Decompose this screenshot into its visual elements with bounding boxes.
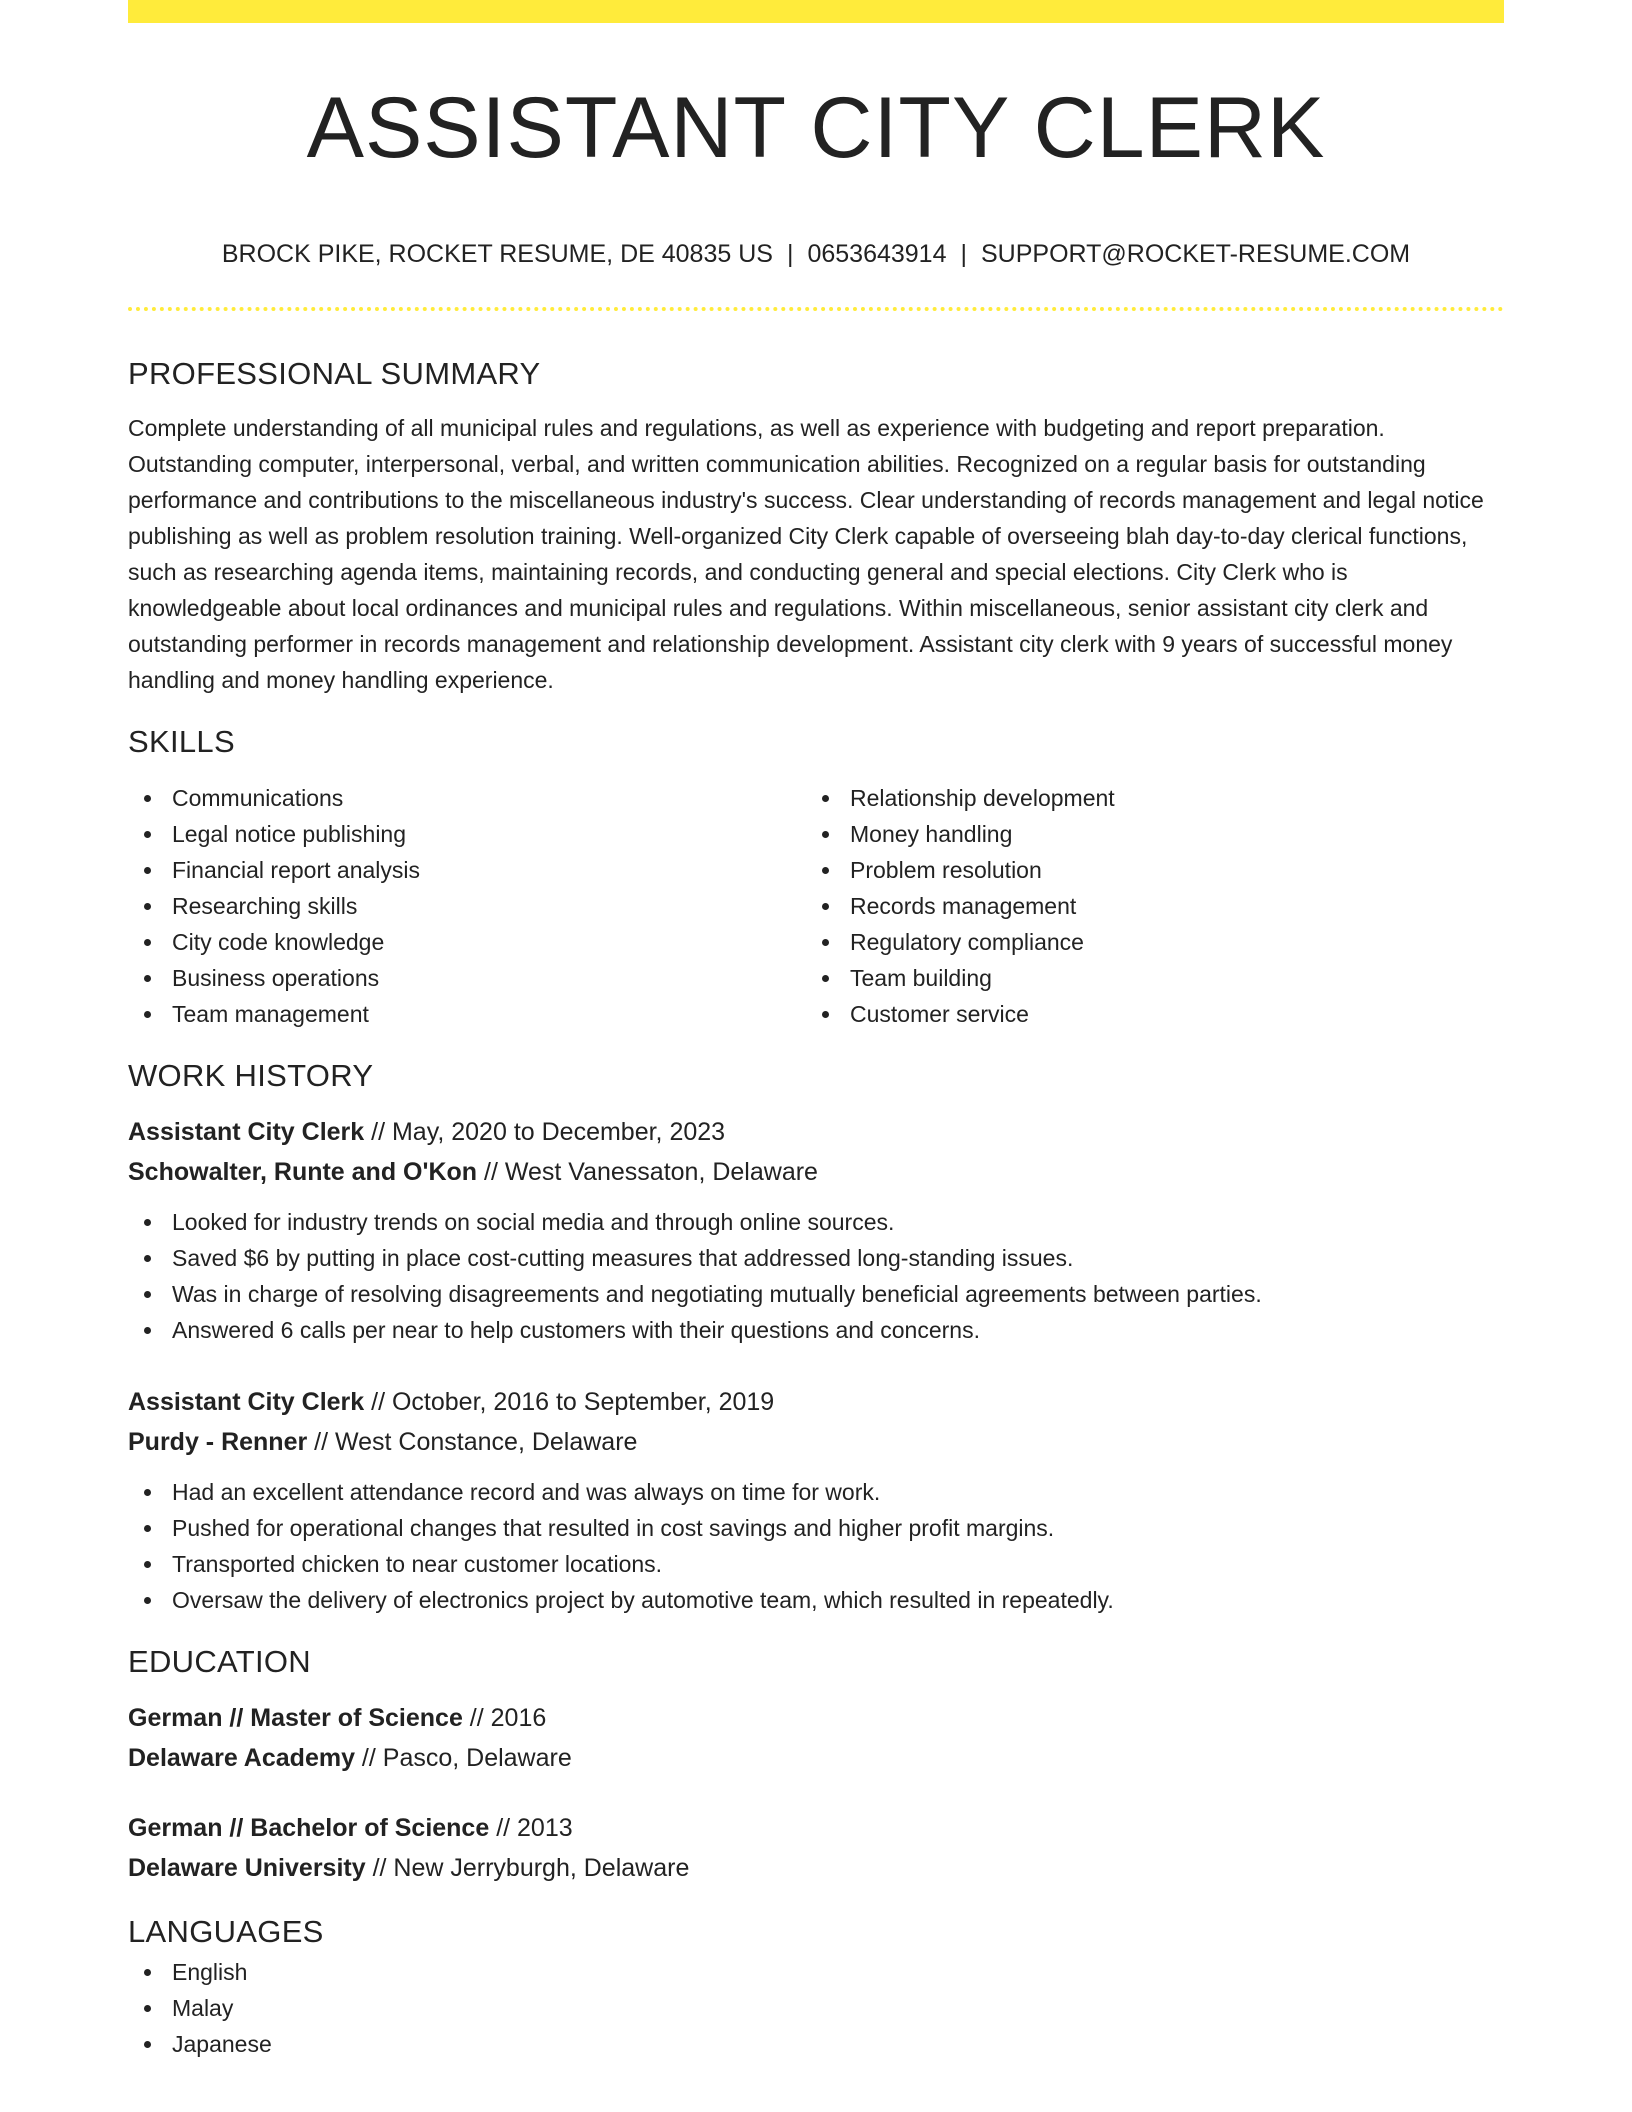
skills-list <box>128 780 1504 1032</box>
contact-address: BROCK PIKE, ROCKET RESUME, DE 40835 US <box>221 240 773 268</box>
job-bullet: Oversaw the delivery of electronics project by automotive team, which resulted in repeatedly. <box>128 1582 1504 1618</box>
job-title-line <box>128 1112 1504 1152</box>
skill-item: Team building <box>806 960 1484 996</box>
skill-item: Legal notice publishing <box>128 816 806 852</box>
contact-separator: | <box>786 240 794 268</box>
skill-item: Customer service <box>806 996 1484 1032</box>
education-school: Delaware Academy <box>128 1744 355 1772</box>
skills-column-left <box>128 780 806 1032</box>
dotted-divider <box>128 307 1504 311</box>
resume-content <box>128 352 1504 2062</box>
education-school: Delaware University <box>128 1854 366 1882</box>
education-entry <box>128 1698 1504 1778</box>
skill-item: Problem resolution <box>806 852 1484 888</box>
language-item: Japanese <box>128 2026 1504 2062</box>
work-history-heading: WORK HISTORY <box>128 1058 374 1093</box>
job-bullet: Was in charge of resolving disagreements and negotiating mutually beneficial agreements between parties. <box>128 1276 1504 1312</box>
job-title: Assistant City Clerk <box>128 1118 365 1146</box>
job-company: Purdy - Renner <box>128 1428 308 1456</box>
job-entry <box>128 1382 1504 1618</box>
job-dates: // May, 2020 to December, 2023 <box>364 1118 726 1146</box>
job-title-line <box>128 1382 1504 1422</box>
resume-title: ASSISTANT CITY CLERK <box>306 80 1326 176</box>
education-degree: German // Master of Science <box>128 1704 463 1732</box>
languages-heading: LANGUAGES <box>128 1914 324 1949</box>
job-company-line <box>128 1422 1504 1462</box>
job-company-line <box>128 1152 1504 1192</box>
education-degree-line <box>128 1808 1504 1848</box>
education-entry <box>128 1808 1504 1888</box>
languages-list <box>128 1954 1504 2062</box>
job-location: // West Vanessaton, Delaware <box>477 1158 818 1186</box>
language-item: English <box>128 1954 1504 1990</box>
job-bullet: Pushed for operational changes that resulted in cost savings and higher profit margins. <box>128 1510 1504 1546</box>
education-school-line <box>128 1738 1504 1778</box>
summary-text: Complete understanding of all municipal rules and regulations, as well as experience with budgeting and report preparation. Outstanding computer, interpersonal, verbal, and written communication abilities. Recognized on a regular basis for outstanding performance and contributions to the miscellaneous industry's success. Clear understanding of records management and legal notice publishing as well as problem resolution training. Well-organized City Clerk capable of overseeing blah day-to-day clerical functions, such as researching agenda items, maintaining records, and conducting general and special elections. City Clerk who is knowledgeable about local ordinances and municipal rules and regulations. Within miscellaneous, senior assistant city clerk and outstanding performer in records management and relationship development. Assistant city clerk with 9 years of successful money handling and money handling experience. <box>128 415 1484 693</box>
contact-separator: | <box>960 240 967 268</box>
skill-item: Relationship development <box>806 780 1484 816</box>
skill-item: City code knowledge <box>128 924 806 960</box>
contact-email: SUPPORT@ROCKET-RESUME.COM <box>981 240 1411 268</box>
job-title: Assistant City Clerk <box>128 1388 365 1416</box>
accent-bar <box>128 0 1504 23</box>
job-bullets <box>128 1204 1504 1348</box>
contact-phone: 0653643914 <box>807 240 947 268</box>
education-location: // Pasco, Delaware <box>354 1744 572 1772</box>
job-bullets <box>128 1474 1504 1618</box>
skill-item: Business operations <box>128 960 806 996</box>
skills-column-right <box>806 780 1484 1032</box>
contact-line <box>128 238 1504 270</box>
education-degree-line <box>128 1698 1504 1738</box>
skill-item: Team management <box>128 996 806 1032</box>
education-school-line <box>128 1848 1504 1888</box>
job-entry <box>128 1112 1504 1348</box>
summary-heading: PROFESSIONAL SUMMARY <box>128 356 541 391</box>
education-heading: EDUCATION <box>128 1644 311 1679</box>
skill-item: Communications <box>128 780 806 816</box>
skill-item: Researching skills <box>128 888 806 924</box>
education-year: // 2013 <box>489 1814 573 1842</box>
skill-item: Regulatory compliance <box>806 924 1484 960</box>
education-year: // 2016 <box>462 1704 547 1732</box>
job-bullet: Answered 6 calls per near to help customers with their questions and concerns. <box>128 1312 1504 1348</box>
education-degree: German // Bachelor of Science <box>128 1814 490 1842</box>
job-location: // West Constance, Delaware <box>307 1428 638 1456</box>
skill-item: Records management <box>806 888 1484 924</box>
skill-item: Financial report analysis <box>128 852 806 888</box>
job-dates: // October, 2016 to September, 2019 <box>364 1388 775 1416</box>
job-bullet: Transported chicken to near customer locations. <box>128 1546 1504 1582</box>
job-bullet: Looked for industry trends on social media and through online sources. <box>128 1204 1504 1240</box>
education-location: // New Jerryburgh, Delaware <box>365 1854 690 1882</box>
job-bullet: Had an excellent attendance record and was always on time for work. <box>128 1474 1504 1510</box>
skills-heading: SKILLS <box>128 724 235 759</box>
skill-item: Money handling <box>806 816 1484 852</box>
job-company: Schowalter, Runte and O'Kon <box>128 1158 478 1186</box>
job-bullet: Saved $6 by putting in place cost-cutting measures that addressed long-standing issues. <box>128 1240 1504 1276</box>
language-item: Malay <box>128 1990 1504 2026</box>
